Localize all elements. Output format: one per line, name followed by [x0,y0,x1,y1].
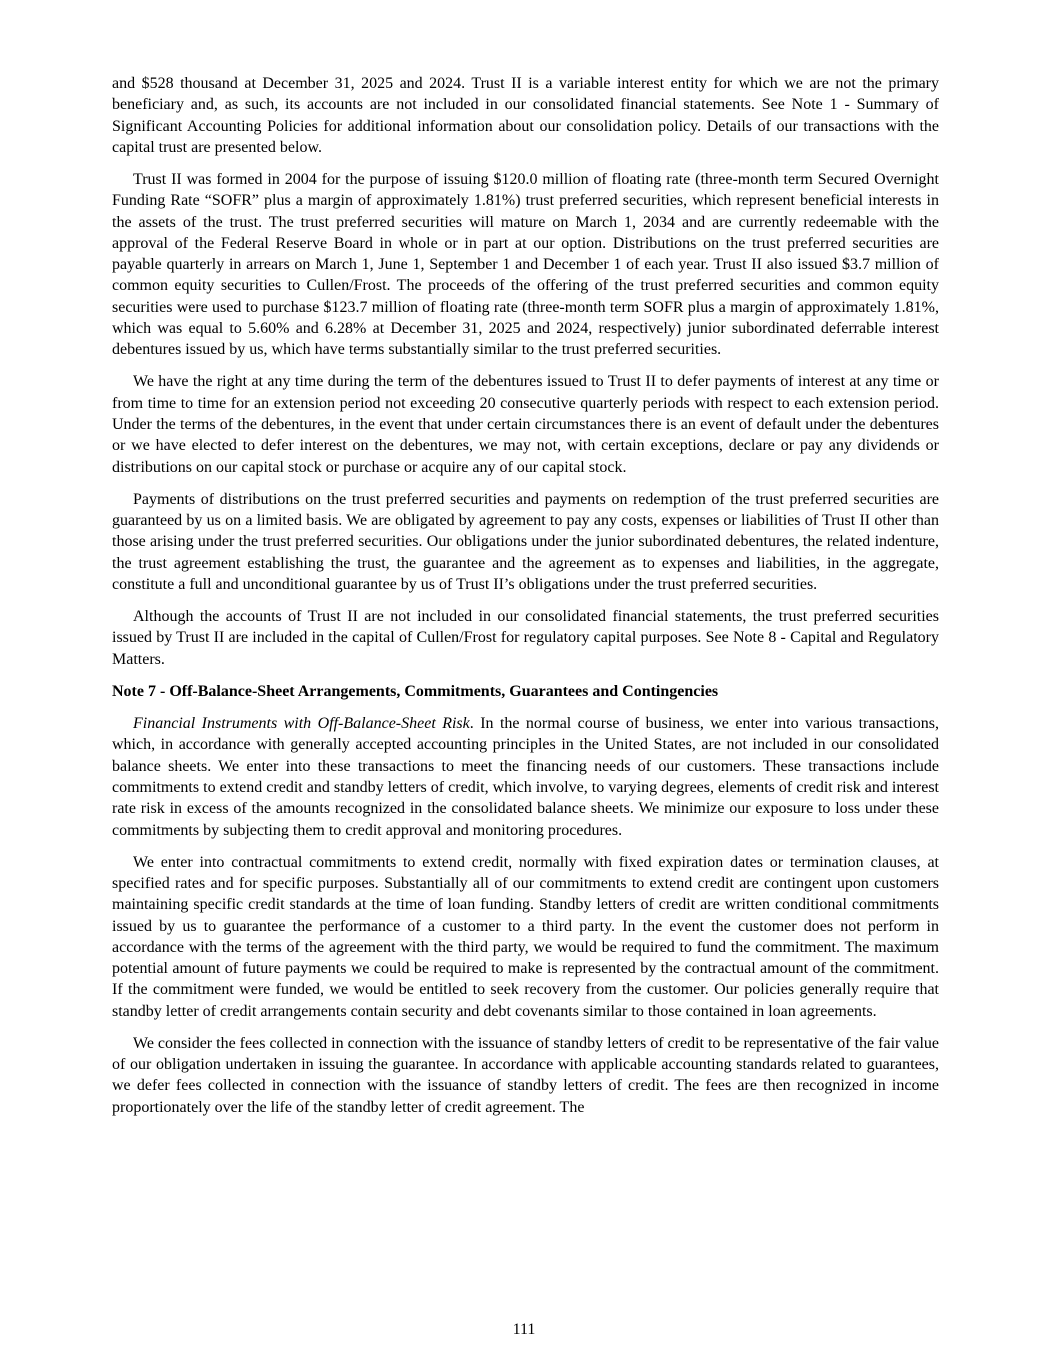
paragraph-fees-standby-letters: We consider the fees collected in connection with the issuance of standby letters of credit to be representative of the fair value of our obligation undertaken in issuing the guarantee. In accordance with applicable accounting standards related to guarantees, we defer fees collected in connection with the issuance of standby letters of credit. The fees are then recognized in income proportionately over the life of the standby letter of credit agreement. The [112,1034,939,1116]
paragraph-regulatory-capital: Although the accounts of Trust II are not included in our consolidated financial statements, the trust preferred securities issued by Trust II are included in the capital of Cullen/Frost for regulatory capital purposes. See Note 8 - Capital and Regulatory Matters. [112,608,939,668]
off-balance-sheet-risk-italic-lead: Financial Instruments with Off-Balance-Sheet Risk [133,715,470,733]
paragraph-trust-formation: Trust II was formed in 2004 for the purpose of issuing $120.0 million of floating rate (three-month term Secured Overnight Funding Rate “SOFR” plus a margin of approximately 1.81%) trust preferred securities, which represent beneficial interests in the assets of the trust. The trust preferred securities will mature on March 1, 2034 and are currently redeemable with the approval of the Federal Reserve Board in whole or in part at our option. Distributions on the trust preferred securities are payable quarterly in arrears on March 1, June 1, September 1 and December 1 of each year. Trust II also issued $3.7 million of common equity securities to Cullen/Frost. The proceeds of the offering of the trust preferred securities and common equity securities were used to purchase $123.7 million of floating rate (three-month term SOFR plus a margin of approximately 1.81%, which was equal to 5.60% and 6.28% at December 31, 2025 and 2024, respectively) junior subordinated deferrable interest debentures issued by us, which have terms substantially similar to the trust preferred securities. [112,171,939,359]
paragraph-off-balance-sheet-risk [112,713,939,841]
note7-section-heading: Note 7 - Off-Balance-Sheet Arrangements, Commitments, Guarantees and Contingencies [112,682,719,700]
page-number: 111 [512,1321,536,1338]
paragraph-commitments-standby-letters: We enter into contractual commitments to extend credit, normally with fixed expiration dates or termination clauses, at specified rates and for specific purposes. Substantially all of our commitments to extend credit are contingent upon customers maintaining specific credit standards at the time of loan funding. Standby letters of credit are written conditional commitments issued by us to guarantee the performance of a customer to a third party. In the event the customer does not perform in accordance with the terms of the agreement with the third party, we would be required to fund the commitment. The maximum potential amount of future payments we could be required to make is represented by the contractual amount of the commitment. If the commitment were funded, we would be entitled to seek recovery from the customer. Our policies generally require that standby letter of credit arrangements contain security and debt covenants similar to those contained in loan agreements. [112,853,939,1020]
paragraph-deferral-rights: We have the right at any time during the term of the debentures issued to Trust II to defer payments of interest at any time or from time to time for an extension period not exceeding 20 consecutive quarterly periods with respect to each extension period. Under the terms of the debentures, in the event that under certain circumstances there is an event of default under the debentures or we have elected to defer interest on the debentures, we may not, with certain exceptions, declare or pay any dividends or distributions on our capital stock or purchase or acquire any of our capital stock. [112,373,939,476]
paragraph-guarantee: Payments of distributions on the trust preferred securities and payments on redemption of the trust preferred securities are guaranteed by us on a limited basis. We are obligated by agreement to pay any costs, expenses or liabilities of Trust II other than those arising under the trust preferred securities. Our obligations under the junior subordinated debentures, the related indenture, the trust agreement establishing the trust, the guarantee and the agreement as to expenses and liabilities, in the aggregate, constitute a full and unconditional guarantee by us of Trust II’s obligations under the trust preferred securities. [112,490,939,593]
off-balance-sheet-risk-body: . In the normal course of business, we enter into various transactions, which, in accordance with generally accepted accounting principles in the United States, are not included in our consolidated balance sheets. We enter into these transactions to meet the financing needs of our customers. These transactions include commitments to extend credit and standby letters of credit, which involve, to varying degrees, elements of credit risk and interest rate risk in excess of the amounts recognized in the consolidated balance sheets. We minimize our exposure to loss under these commitments by subjecting them to credit approval and monitoring procedures. [112,715,940,839]
paragraph-trust-continuation: and $528 thousand at December 31, 2025 and 2024. Trust II is a variable interest entity for which we are not the primary beneficiary and, as such, its accounts are not included in our consolidated financial statements. See Note 1 - Summary of Significant Accounting Policies for additional information about our consolidation policy. Details of our transactions with the capital trust are presented below. [112,75,939,156]
document-content [112,73,939,1129]
